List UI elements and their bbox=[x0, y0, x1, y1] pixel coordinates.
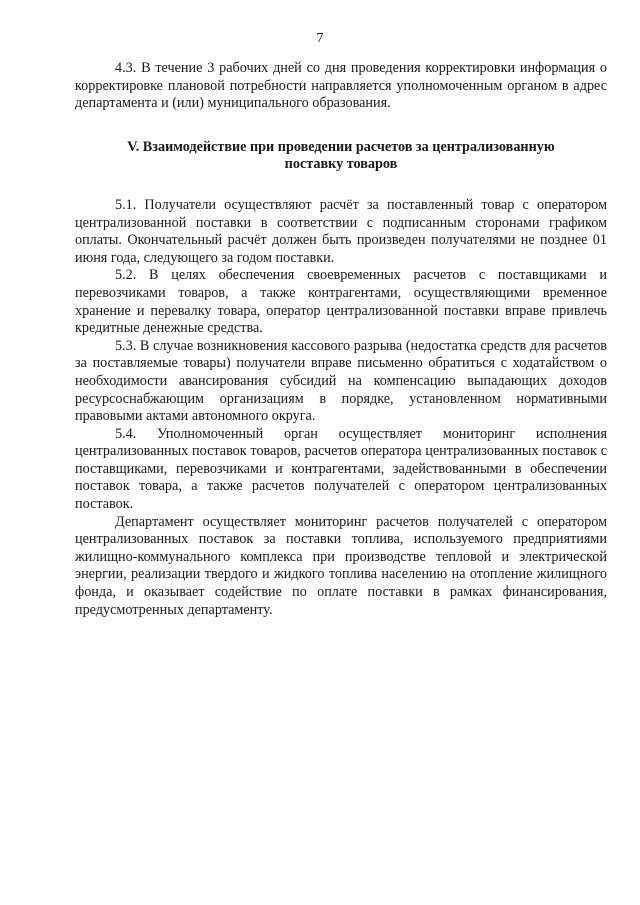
paragraph-5-2: 5.2. В целях обеспечения своевременных расчетов с поставщиками и перевозчиками товаров, а также контрагентами, осуществляющими временное хранение и перевалку товара, оператор централизованной поставки вправе привлечь кредитные денежные средства. bbox=[75, 267, 607, 337]
paragraph-5-4: 5.4. Уполномоченный орган осуществляет мониторинг исполнения централизованных поставок товаров, расчетов оператора централизованных поставок с поставщиками, перевозчиками и контрагентами, задействованными в обеспечении поставок товара, а также расчетов получателей с оператором централизованных поставок. bbox=[75, 425, 607, 513]
page-number: 7 bbox=[316, 31, 324, 46]
paragraph-5-3: 5.3. В случае возникновения кассового разрыва (недостатка средств для расчетов за поставляемые товары) получатели вправе письменно обратиться с ходатайством о необходимости авансирования субсидий на компенсацию выпадающих доходов ресурсоснабжающим организациям в порядке, установленном нормативными правовыми актами автономного округа. bbox=[75, 337, 607, 425]
paragraph-4-3: 4.3. В течение 3 рабочих дней со дня проведения корректировки информация о корректировке плановой потребности направляется уполномоченным органом в адрес департамента и (или) муниципального образования. bbox=[75, 60, 607, 112]
paragraph-5-1: 5.1. Получатели осуществляют расчёт за поставленный товар с оператором централизованной поставки в соответствии с подписанным сторонами графиком оплаты. Окончательный расчёт должен быть произведен получателями не позднее 01 июня года, следующего за годом поставки. bbox=[75, 196, 607, 266]
paragraph-department: Департамент осуществляет мониторинг расчетов получателей с оператором централизованных поставок за поставки топлива, используемого предприятиями жилищно-коммунального комплекса при производстве тепловой и электрической энергии, реализации твердого и жидкого топлива населению на отопление жилищного фонда, и оказывает содействие по оплате поставки в рамках финансирования, предусмотренных департаменту. bbox=[75, 513, 607, 618]
section-heading-line-1: V. Взаимодействие при проведении расчетов за централизованную bbox=[127, 138, 555, 155]
section-heading-line-2: поставку товаров bbox=[284, 156, 398, 173]
document-body bbox=[75, 60, 607, 619]
section-heading bbox=[75, 139, 607, 174]
